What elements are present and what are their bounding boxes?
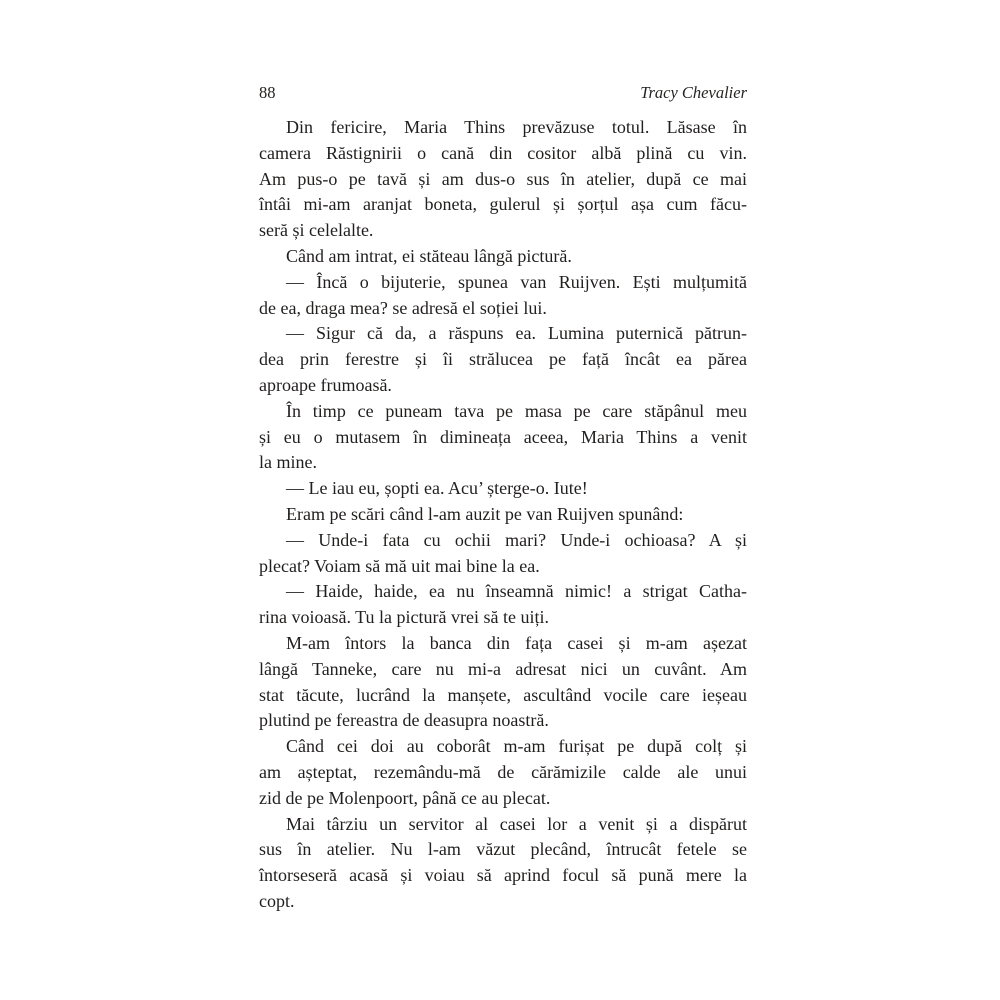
page-body: [259, 115, 747, 915]
text-line: Mai târziu un servitor al casei lor a venit și a dispărut: [286, 813, 747, 834]
text-line: stat tăcute, lucrând la manșete, ascultând vocile care ieșeau: [259, 684, 747, 705]
paragraph: [259, 734, 747, 811]
paragraph: [259, 579, 747, 631]
running-header: [259, 83, 747, 103]
text-line: întâi mi-am aranjat boneta, gulerul și șorțul așa cum făcu-: [259, 194, 747, 215]
text-line: seră și celelalte.: [259, 220, 374, 241]
text-line: M-am întors la banca din fața casei și m-am așezat: [286, 632, 747, 653]
paragraph: [259, 115, 747, 244]
paragraph: [259, 244, 747, 270]
text-line: la mine.: [259, 452, 317, 473]
paragraph: [259, 321, 747, 398]
text-line: plutind pe fereastra de deasupra noastră.: [259, 710, 549, 731]
paragraph: [259, 476, 747, 502]
text-line: În timp ce puneam tava pe masa pe care stăpânul meu: [286, 400, 747, 421]
text-line: — Le iau eu, șopti ea. Acu’ șterge-o. Iute!: [286, 478, 588, 499]
text-line: plecat? Voiam să mă uit mai bine la ea.: [259, 555, 540, 576]
text-line: am așteptat, rezemându-mă de cărămizile calde ale unui: [259, 761, 747, 782]
paragraph: [259, 270, 747, 322]
text-line: sus în atelier. Nu l-am văzut plecând, întrucât fetele se: [259, 839, 747, 860]
text-line: copt.: [259, 890, 295, 911]
text-line: dea prin ferestre și îi strălucea pe față încât ea părea: [259, 349, 747, 370]
text-line: Am pus-o pe tavă și am dus-o sus în atelier, după ce mai: [259, 168, 747, 189]
running-header-author: Tracy Chevalier: [640, 83, 747, 102]
text-line: zid de pe Molenpoort, până ce au plecat.: [259, 787, 551, 808]
paragraph: [259, 528, 747, 580]
paragraph: [259, 631, 747, 734]
paragraph: [259, 502, 747, 528]
text-line: Când cei doi au coborât m-am furișat pe după colț și: [286, 736, 747, 757]
text-line: — Haide, haide, ea nu înseamnă nimic! a strigat Catha-: [286, 581, 747, 602]
paragraph: [259, 399, 747, 476]
text-line: de ea, draga mea? se adresă el soției lui.: [259, 297, 547, 318]
text-line: rina voioasă. Tu la pictură vrei să te uiți.: [259, 607, 549, 628]
text-line: și eu o mutasem în dimineața aceea, Maria Thins a venit: [259, 426, 747, 447]
text-line: — Unde-i fata cu ochii mari? Unde-i ochioasa? A și: [286, 529, 747, 550]
text-line: aproape frumoasă.: [259, 374, 392, 395]
text-line: Când am intrat, ei stăteau lângă pictură.: [286, 245, 572, 266]
text-line: — Încă o bijuterie, spunea van Ruijven. Ești mulțumită: [286, 271, 747, 292]
text-line: Eram pe scări când l-am auzit pe van Ruijven spunând:: [286, 503, 684, 524]
text-line: lângă Tanneke, care nu mi-a adresat nici un cuvânt. Am: [259, 658, 747, 679]
paragraph: [259, 812, 747, 915]
text-line: camera Răstignirii o cană din cositor albă plină cu vin.: [259, 142, 747, 163]
text-line: — Sigur că da, a răspuns ea. Lumina puternică pătrun-: [286, 323, 747, 344]
text-line: întorseseră acasă și voiau să aprind focul să pună mere la: [259, 865, 747, 886]
text-line: Din fericire, Maria Thins prevăzuse totul. Lăsase în: [286, 117, 747, 137]
page-number: 88: [259, 83, 276, 102]
